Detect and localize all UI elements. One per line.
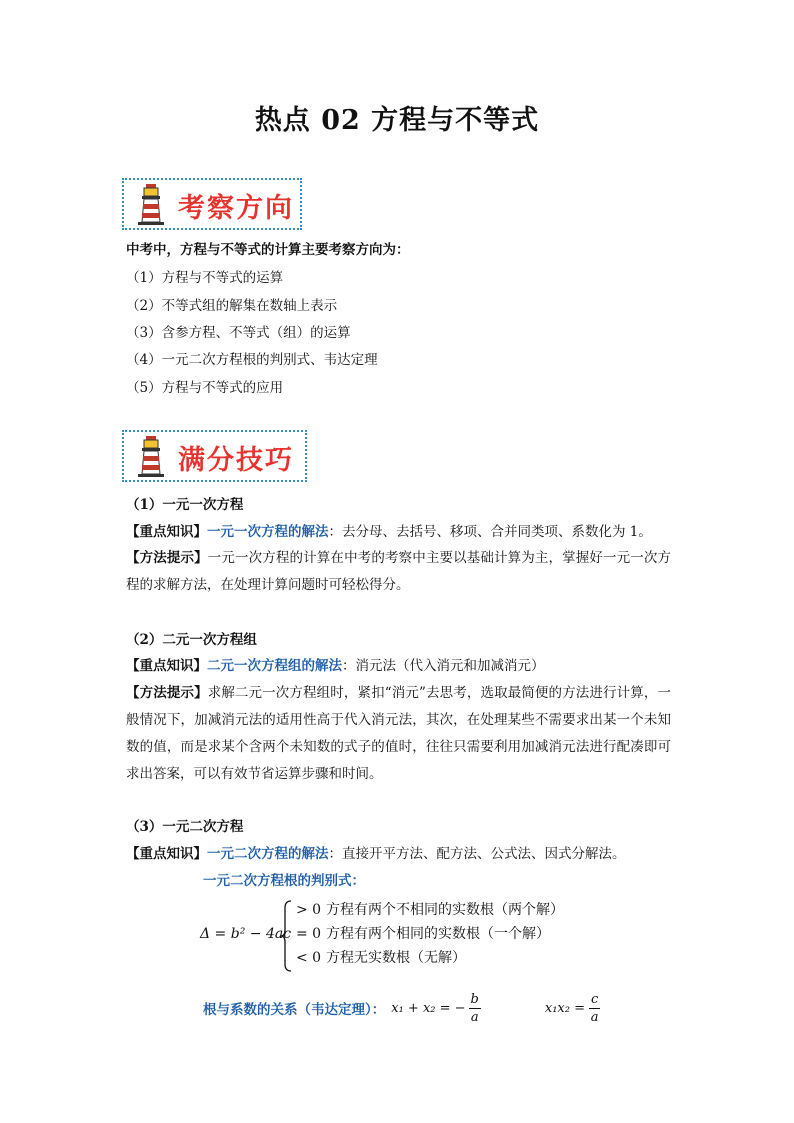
lighthouse-icon: [132, 182, 170, 226]
knowledge-text: ：直接开平方法、配方法、公式法、因式分解法。: [328, 846, 626, 862]
method-text: 一元一次方程的计算在中考的考察中主要以基础计算为主，掌握好一元一次方程的求解方法，在处理计算问题时可轻松得分。: [126, 550, 672, 593]
section-title-direction: 考察方向: [178, 193, 294, 224]
vieta-sum-fraction: $\frac{b}{a}$: [470, 991, 479, 1025]
knowledge-term: 一元二次方程的解法: [207, 846, 329, 862]
discriminant-title: 一元二次方程根的判别式：: [203, 873, 365, 889]
discriminant-case: > 0 方程有两个不相同的实数根（两个解）: [296, 902, 564, 918]
vieta-sum-lhs: x₁ + x₂ = −: [391, 1000, 466, 1016]
part1-title: （1）一元一次方程: [126, 497, 244, 513]
section-title-skills: 满分技巧: [178, 445, 294, 476]
part2-method: [126, 680, 671, 788]
part2-title: （2）二元一次方程组: [126, 632, 257, 648]
discriminant-case: < 0 方程无实数根（无解）: [296, 950, 466, 966]
list-item: （1）方程与不等式的运算: [126, 270, 284, 286]
knowledge-label: 【重点知识】: [126, 846, 207, 862]
list-item: （3）含参方程、不等式（组）的运算: [126, 325, 351, 341]
section-header-skills: [122, 430, 307, 482]
left-brace-icon: [280, 900, 292, 972]
discriminant-lhs: Δ = b² − 4ac: [200, 926, 292, 942]
part1-method: [126, 545, 671, 599]
part3-knowledge: [126, 844, 626, 864]
vieta-prod-lhs: x₁x₂ =: [544, 1000, 585, 1016]
knowledge-term: 一元一次方程的解法: [207, 524, 329, 540]
section-header-direction: [122, 178, 302, 230]
discriminant-formula: [200, 898, 620, 974]
part3-title: （3）一元二次方程: [126, 819, 244, 835]
vieta-prod-fraction: $\frac{c}{a}$: [590, 991, 599, 1025]
knowledge-label: 【重点知识】: [126, 658, 207, 674]
lighthouse-icon: [132, 434, 170, 478]
list-item: （2）不等式组的解集在数轴上表示: [126, 298, 338, 314]
part2-knowledge: [126, 656, 545, 676]
list-item: （5）方程与不等式的应用: [126, 380, 284, 396]
discriminant-case: = 0 方程有两个相同的实数根（一个解）: [296, 926, 550, 942]
method-label: 【方法提示】: [126, 550, 208, 566]
method-text: 求解二元一次方程组时，紧扣“消元”去思考，选取最简便的方法进行计算，一般情况下，加减消元法的适用性高于代入消元法，其次，在处理某些不需要求出某一个未知数的值，而是求某个含两个未知数的式子的值时，往往只需要利用加减消元法进行配凑即可求出答案，可以有效节省运算步骤和时间。: [126, 685, 671, 782]
knowledge-label: 【重点知识】: [126, 524, 207, 540]
vieta-title: 根与系数的关系（韦达定理）：: [203, 1002, 386, 1018]
part1-knowledge: [126, 522, 652, 542]
page-title: 热点 02 方程与不等式: [254, 105, 540, 136]
vieta-formula: [203, 988, 600, 1028]
section1-intro: 中考中，方程与不等式的计算主要考察方向为：: [126, 242, 410, 258]
method-label: 【方法提示】: [126, 685, 208, 701]
knowledge-text: ：去分母、去括号、移项、合并同类项、系数化为 1。: [328, 524, 652, 540]
knowledge-text: ：消元法（代入消元和加减消元）: [342, 658, 545, 674]
list-item: （4）一元二次方程根的判别式、韦达定理: [126, 352, 378, 368]
knowledge-term: 二元一次方程组的解法: [207, 658, 342, 674]
